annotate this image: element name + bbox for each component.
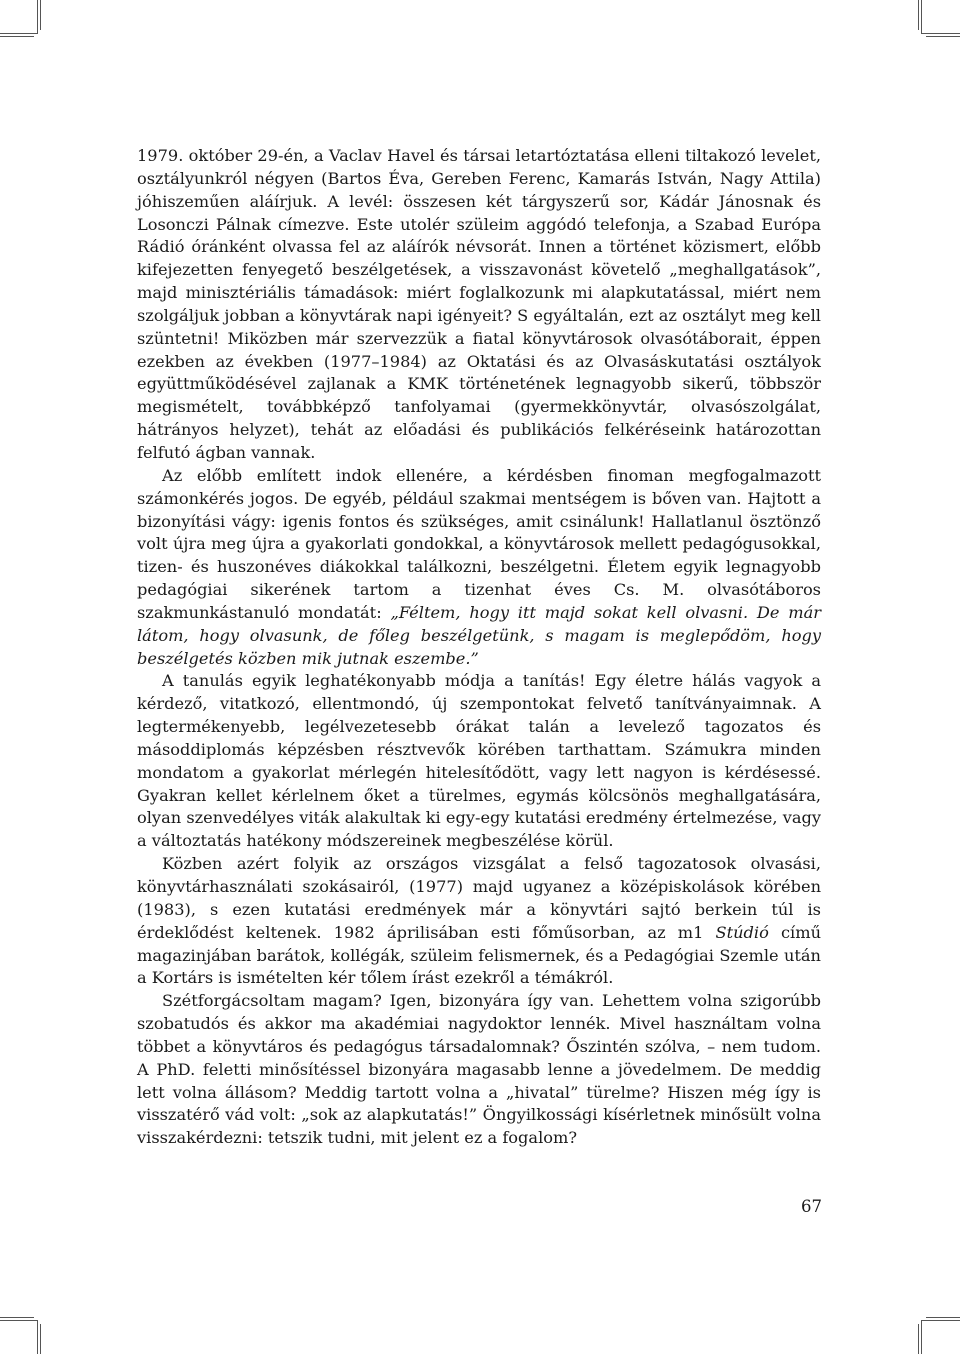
paragraph-5-text: Szétforgácsoltam magam? Igen, bizonyára így van. Lehettem volna szigorúbb szobatudós és akkor ma akadémiai nagydoktor lennék. Mivel használtam volna többet a könyvtáros és pedagógus társadalomnak? Őszintén szólva, – nem tudom. A PhD. feletti minősítéssel bizonyára magasabb lenne a jövedelmem. De meddig lett volna állásom? Meddig tartott volna a „hivatal” türelme? Hiszen még így is visszatérő vád volt: „sok az alapkutatás!” Öngyilkossági kísérletnek minősült volna visszakérdezni: tetszik tudni, mit jelent ez a fogalom? [137,991,821,1148]
paragraph-3-text: A tanulás egyik leghatékonyabb módja a tanítás! Egy életre hálás vagyok a kérdező, vitatkozó, ellentmondó, új szempontokat felvető tanítványaimnak. A legtermékenyebb, legélvezetesebb órákat talán a levelező tagozatos és másoddiplomás képzésben résztvevők körében tarthattam. Számukra minden mondatom a gyakorlat mérlegén hitelesítődött, vagy lett nagyon is kérdésessé. Gyakran kellet kérlelnem őket a türelmes, egymás kölcsönös meghallgatására, olyan szenvedélyes viták alakultak ki egy-egy kutatási eredmény értelmezése, vagy a változtatás hatékony módszereinek megbeszélése körül. [137,671,821,851]
paragraph-2-text: Az előbb említett indok ellenére, a kérdésben finoman megfogalmazott számonkérés jogos. De egyéb, például szakmai mentségem is bőven van. Hajtott a bizonyítási vágy: igenis fontos és szükséges, amit csinálunk! Hallatlanul ösztönző volt újra meg újra a gyakorlati gondokkal, a könyvtárosok mellett pedagógusokkal, tizen- és huszonéves diákokkal találkozni, beszélgetni. Életem egyik legnagyobb pedagógiai sikerének tartom a tizenhat éves Cs. M. olvasótáboros szakmunkástanuló mondatát: [137,465,821,622]
program-title: Stúdió [715,922,769,942]
paragraph-4-text-start: Közben azért folyik az országos vizsgálat a felső tagozatosok olvasási, könyvtárhasználati szokásairól, (1977) majd ugyanez a középiskolások körében (1983), s ezen kutatási eredmények már a könyvtári sajtó berkein túl is érdeklődést keltenek. 1982 áprilisában esti főműsorban, az m1 [137,854,821,942]
paragraph-1 [137,145,821,465]
paragraph-4 [137,853,821,990]
paragraph-3 [137,670,821,853]
paragraph-2 [137,465,821,671]
page-number: 67 [801,1197,822,1216]
student-quote: „Féltem, hogy itt majd sokat kell olvasni. De már látom, hogy olvasunk, de főleg beszélgetünk, s magam is meglepődöm, hogy beszélgetés közben mik jutnak eszembe.” [137,602,822,668]
paragraph-5 [137,990,821,1150]
paragraph-1-text: 1979. október 29-én, a Vaclav Havel és társai letartóztatása elleni tiltakozó levelet, osztályunkról négyen (Bartos Éva, Gereben Ferenc, Kamarás István, Nagy Attila) jóhiszeműen aláírjuk. A levél: összesen két tárgyszerű sor, Kádár Jánosnak és Losonczi Pálnak címezve. Este utolér szüleim aggódó telefonja, a Szabad Európa Rádió óránként olvassa fel az aláírók névsorát. Innen a történet közismert, előbb kifejezetten fenyegető beszélgetések, a visszavonást követelő „meghallgatások”, majd minisztériális támadások: miért foglalkozunk mi alapkutatással, miért nem szolgáljuk jobban a könyvtárak napi igényeit? S egyáltalán, ezt az osztályt meg kell szüntetni! Miközben már szervezzük a fiatal könyvtárosok olvasótáborait, éppen ezekben az években (1977–1984) az Oktatási és az Olvasáskutatási osztályok együttműködésével zajlanak a KMK történetének legnagyobb sikerű, többször megismételt, továbbképző tanfolyamai (gyermekkönyvtár, olvasószolgálat, hátrányos helyzet), tehát az előadási és publikációs felkéréseink határozottan felfutó ágban vannak. [137,146,821,462]
article-body [137,145,821,1150]
paragraph-4-text-end: című magazinjában barátok, kollégák, szüleim felismernek, és a Pedagógiai Szemle után a Kortárs is ismételten kér tőlem írást ezekről a témákról. [137,922,821,988]
